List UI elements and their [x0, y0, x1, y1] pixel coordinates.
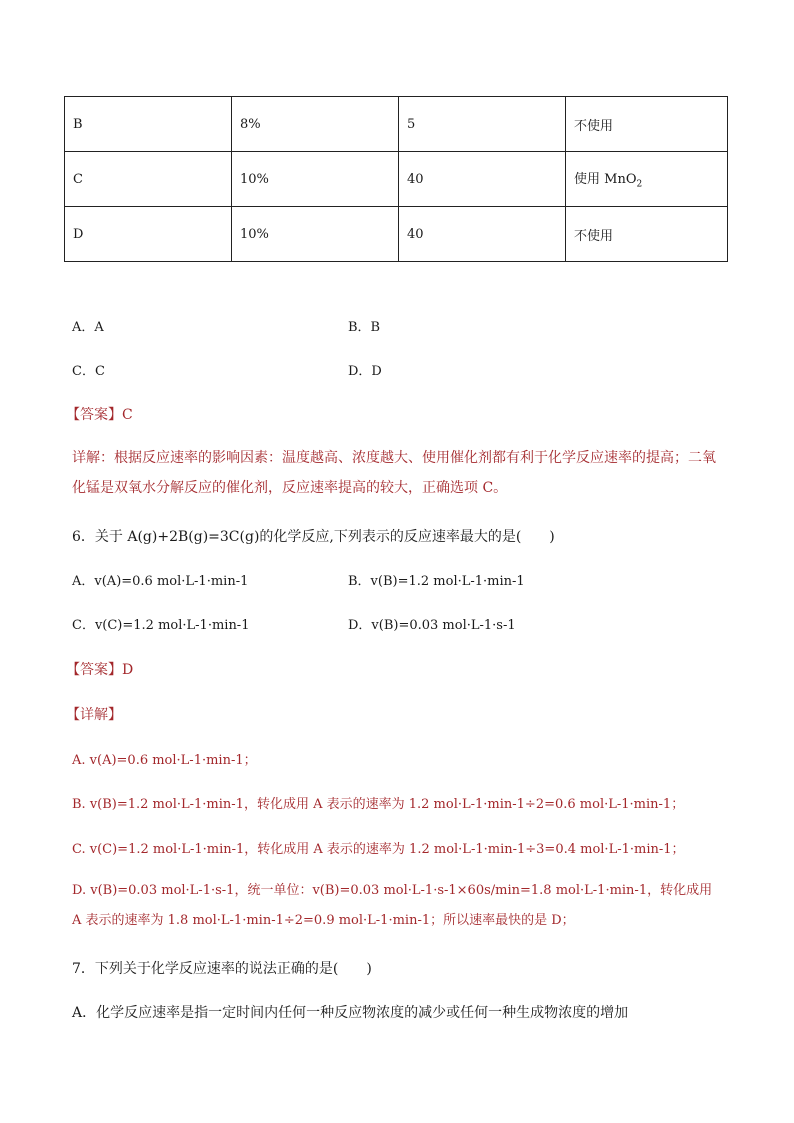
q6-option-a: A．v(A)=0.6 mol·L-1·min-1	[72, 574, 249, 589]
q5-detail: 详解：根据反应速率的影响因素：温度越高、浓度越大、使用催化剂都有利于化学反应速率的提高；二氧化锰是双氧水分解反应的催化剂，反应速率提高的较大，正确选项 C。	[72, 450, 716, 496]
table-cell: 10%	[232, 207, 399, 262]
table-cell: 5	[399, 97, 566, 152]
q6-solution-b: B. v(B)=1.2 mol·L-1·min-1，转化成用 A 表示的速率为 1.2 mol·L-1·min-1÷2=0.6 mol·L-1·min-1；	[72, 797, 685, 812]
q7-stem: 7．下列关于化学反应速率的说法正确的是( )	[72, 961, 372, 977]
table-cell: C	[65, 152, 232, 207]
answer-value: C	[122, 407, 133, 423]
table-cell: D	[65, 207, 232, 262]
table-cell: 10%	[232, 152, 399, 207]
subscript: 2	[636, 179, 643, 190]
table-cell	[566, 152, 728, 207]
table-cell: 40	[399, 152, 566, 207]
table-cell: 不使用	[566, 97, 728, 152]
q5-option-b: B．B	[348, 320, 381, 335]
q6-answer	[66, 659, 133, 679]
q6-option-b: B．v(B)=1.2 mol·L-1·min-1	[348, 574, 525, 589]
q6-stem: 6．关于 A(g)+2B(g)=3C(g)的化学反应,下列表示的反应速率最大的是( )	[72, 529, 555, 545]
q6-solution-a: A. v(A)=0.6 mol·L-1·min-1；	[72, 753, 257, 768]
q6-detail-tag: 【详解】	[66, 707, 122, 723]
answer-tag: 【答案】	[66, 407, 122, 423]
table-cell: 40	[399, 207, 566, 262]
q6-solution-c: C. v(C)=1.2 mol·L-1·min-1，转化成用 A 表示的速率为 1.2 mol·L-1·min-1÷3=0.4 mol·L-1·min-1；	[72, 842, 685, 857]
table-row	[65, 97, 728, 152]
q5-answer	[66, 404, 133, 424]
q6-solution-d: D. v(B)=0.03 mol·L-1·s-1，统一单位：v(B)=0.03 mol·L-1·s-1×60s/min=1.8 mol·L-1·min-1，转化成用 A 表示的速率为 1.8 mol·L-1·min-1÷2=0.9 mol·L-1·min-1；所以速率最快的是 D；	[72, 883, 713, 928]
q5-option-c: C．C	[72, 364, 105, 379]
table-row	[65, 152, 728, 207]
table-cell: 8%	[232, 97, 399, 152]
answer-value: D	[122, 662, 134, 678]
table-cell: 不使用	[566, 207, 728, 262]
q5-option-d: D．D	[348, 364, 382, 379]
q7-option-a: A．化学反应速率是指一定时间内任何一种反应物浓度的减少或任何一种生成物浓度的增加	[72, 1005, 629, 1021]
experiment-conditions-table	[64, 96, 728, 262]
answer-tag: 【答案】	[66, 662, 122, 678]
q6-option-c: C．v(C)=1.2 mol·L-1·min-1	[72, 618, 250, 633]
table-cell: B	[65, 97, 232, 152]
q5-option-a: A．A	[72, 320, 104, 335]
q6-option-d: D．v(B)=0.03 mol·L-1·s-1	[348, 618, 516, 633]
table-row	[65, 207, 728, 262]
catalyst-text: 使用 MnO	[574, 172, 637, 188]
